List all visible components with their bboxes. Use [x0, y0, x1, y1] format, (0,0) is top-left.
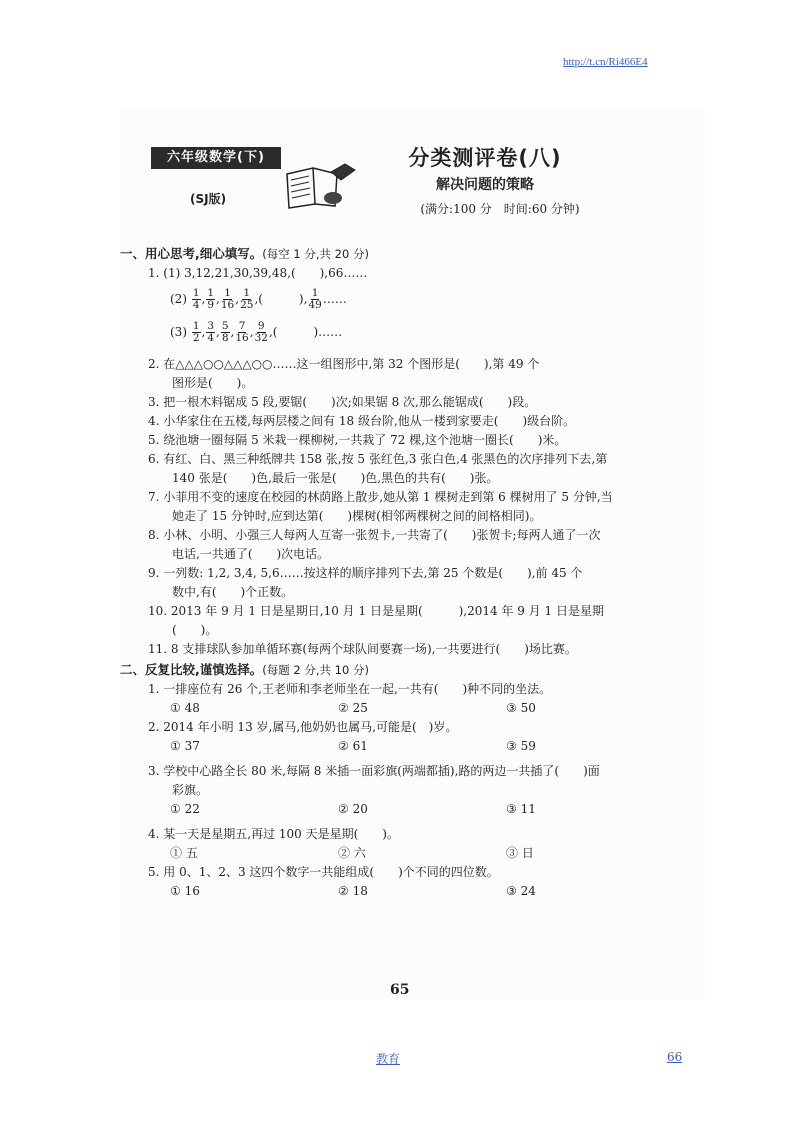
- option-b[interactable]: ② 18: [338, 884, 368, 898]
- question-1-2-cont: 图形是( )。: [172, 376, 254, 390]
- fraction: $\frac{1}{4}$: [192, 287, 200, 311]
- source-url[interactable]: http://t.cn/Ri466E4: [563, 56, 648, 68]
- option-c[interactable]: ③ 日: [506, 846, 534, 860]
- options-2-3: [120, 800, 700, 819]
- question-1-3: 3. 把一根木料锯成 5 段,要锯( )次;如果锯 8 次,那么能锯成( )段。: [148, 395, 537, 409]
- ellipsis: ……: [322, 292, 347, 306]
- question-1-7-cont: 她走了 15 分钟时,应到达第( )棵树(相邻两棵树之间的间格相同)。: [172, 509, 542, 523]
- grade-badge: 六年级数学(下): [151, 147, 281, 169]
- options-2-4: [120, 844, 700, 863]
- question-2-2: 2. 2014 年小明 13 岁,属马,他奶奶也属马,可能是( )岁。: [148, 720, 458, 734]
- page-title: 分类测评卷(八): [408, 146, 562, 170]
- fraction: $\frac{9}{32}$: [254, 320, 268, 344]
- option-c[interactable]: ③ 59: [506, 739, 536, 753]
- section-1-note: (每空 1 分,共 20 分): [262, 247, 369, 261]
- score-info: (满分:100 分 时间:60 分钟): [420, 202, 580, 216]
- fraction: $\frac{1}{16}$: [220, 287, 235, 311]
- option-b[interactable]: ② 61: [338, 739, 368, 753]
- question-1-9-cont: 数中,有( )个正数。: [172, 585, 294, 599]
- part-label: (3): [170, 325, 187, 339]
- test-content: [120, 243, 700, 901]
- section-1-title: 一、用心思考,细心填写。: [120, 246, 263, 261]
- question-2-4: 4. 某一天是星期五,再过 100 天是星期( )。: [148, 827, 399, 841]
- question-2-3: 3. 学校中心路全长 80 米,每隔 8 米插一面彩旗(两端都插),路的两边一共插了( )面: [148, 764, 600, 778]
- footer-link-education[interactable]: 教育: [376, 1052, 401, 1066]
- question-1-10-cont: ( )。: [172, 623, 218, 637]
- question-1-2: 2. 在△△△○○△△△○○……这一组图形中,第 32 个图形是( ),第 49 个: [148, 357, 540, 371]
- options-2-5: [120, 882, 700, 901]
- option-c[interactable]: ③ 11: [506, 802, 536, 816]
- question-1-6: 6. 有红、白、黑三种纸牌共 158 张,按 5 张红色,3 张白色,4 张黑色的次序排列下去,第: [148, 452, 608, 466]
- options-2-1: [120, 699, 700, 718]
- answer-blank: ,( ),: [254, 292, 308, 306]
- option-c[interactable]: ③ 50: [506, 701, 536, 715]
- page-number: 65: [390, 982, 410, 998]
- section-1-heading: [120, 244, 700, 264]
- option-a[interactable]: ① 22: [170, 802, 200, 816]
- section-2-heading: [120, 660, 700, 680]
- question-1-4: 4. 小华家住在五楼,每两层楼之间有 18 级台阶,他从一楼到家要走( )级台阶。: [148, 414, 576, 428]
- fraction: $\frac{1}{2}$: [192, 320, 200, 344]
- question-2-5: 5. 用 0、1、2、3 这四个数字一共能组成( )个不同的四位数。: [148, 865, 499, 879]
- fraction: $\frac{1}{9}$: [207, 287, 215, 311]
- page-subtitle: 解决问题的策略: [436, 177, 534, 193]
- question-1-9: 9. 一列数: 1,2, 3,4, 5,6……按这样的顺序排列下去,第 25 个数是( ),前 45 个: [148, 566, 583, 580]
- edition-label: (SJ版): [190, 192, 227, 206]
- question-2-1: 1. 一排座位有 26 个,王老师和李老师坐在一起,一共有( )种不同的坐法。: [148, 682, 552, 696]
- fraction: $\frac{7}{16}$: [235, 320, 249, 344]
- fraction: $\frac{3}{4}$: [207, 320, 215, 344]
- footer-link-page[interactable]: 66: [667, 1050, 683, 1064]
- fraction: $\frac{1}{49}$: [308, 287, 322, 311]
- option-b[interactable]: ② 20: [338, 802, 368, 816]
- question-1-7: 7. 小菲用不变的速度在校园的林荫路上散步,她从第 1 棵树走到第 6 棵树用了 5 分钟,当: [148, 490, 613, 504]
- question-1-8-cont: 电话,一共通了( )次电话。: [172, 547, 330, 561]
- fraction: $\frac{1}{25}$: [240, 287, 254, 311]
- option-b[interactable]: ② 六: [338, 846, 366, 860]
- option-a[interactable]: ① 37: [170, 739, 200, 753]
- fraction-sequence: $\frac{1}{4}$ , $\frac{1}{9}$ , $\frac{1}{16}$ , $\frac{1}{25}$: [192, 287, 254, 311]
- question-1-11: 11. 8 支排球队参加单循环赛(每两个球队间要赛一场),一共要进行( )场比赛。: [148, 642, 577, 656]
- question-1-10: 10. 2013 年 9 月 1 日是星期日,10 月 1 日是星期( ),2014 年 9 月 1 日是星期: [148, 604, 605, 618]
- question-1-5: 5. 绕池塘一圈每隔 5 米栽一棵柳树,一共栽了 72 棵,这个池塘一圈长( )米。: [148, 433, 567, 447]
- fraction-sequence: $\frac{1}{2}$ , $\frac{3}{4}$ , $\frac{5}{8}$ , $\frac{7}{16}$ , $\frac{9}{32}$: [192, 320, 268, 344]
- options-2-2: [120, 737, 700, 756]
- question-1-1-part-3: [120, 316, 700, 349]
- option-a[interactable]: ① 五: [170, 846, 198, 860]
- question-2-3-cont: 彩旗。: [172, 783, 209, 797]
- option-a[interactable]: ① 16: [170, 884, 200, 898]
- answer-blank: ,( )……: [268, 325, 343, 339]
- question-1-6-cont: 140 张是( )色,最后一张是( )色,黑色的共有( )张。: [172, 471, 499, 485]
- part-label: (2): [170, 292, 187, 306]
- question-1-8: 8. 小林、小明、小强三人每两人互寄一张贺卡,一共寄了( )张贺卡;每两人通了一次: [148, 528, 601, 542]
- option-b[interactable]: ② 25: [338, 701, 368, 715]
- fraction: $\frac{5}{8}$: [221, 320, 229, 344]
- books-icon: [283, 160, 359, 210]
- option-c[interactable]: ③ 24: [506, 884, 536, 898]
- section-2-note: (每题 2 分,共 10 分): [262, 663, 369, 677]
- question-1-1: 1. (1) 3,12,21,30,39,48,( ),66……: [148, 266, 368, 280]
- section-2-title: 二、反复比较,谨慎选择。: [120, 662, 263, 677]
- question-1-1-part-2: [120, 283, 700, 316]
- option-a[interactable]: ① 48: [170, 701, 200, 715]
